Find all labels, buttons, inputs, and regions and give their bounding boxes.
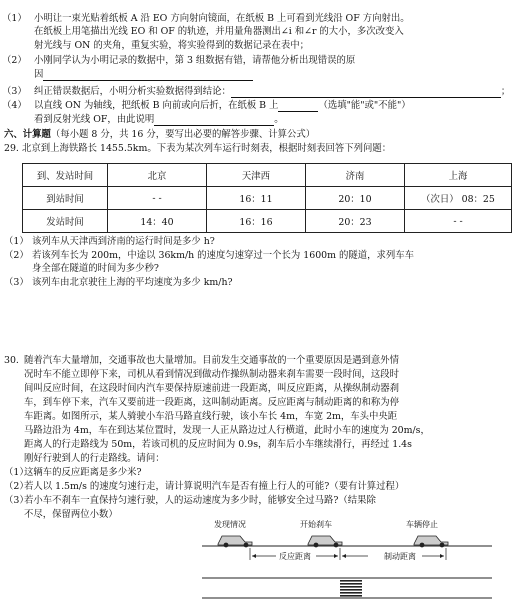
table-cell: 14：40 (108, 210, 207, 233)
q30-sub-num: （1） (4, 467, 29, 478)
q29-sub-text: 若该列车长为 200m，中途以 36km/h 的速度匀速穿过一个长为 1600m 的隧道，求列车车 (32, 250, 415, 261)
table-row (23, 187, 512, 210)
q-exp-line-5 (34, 69, 253, 81)
q29-sub-text: 该列车由北京驶往上海的平均速度为多少 km/h? (32, 277, 233, 288)
table-cell: 20：23 (306, 210, 405, 233)
q30-line: 车，到车停下来，汽车又要前进一段距离，这叫制动距离。反应距离与制动距离的和称为停 (24, 397, 400, 408)
figure-label-stop: 车辆停止 (406, 520, 438, 529)
table-cell: 20：10 (306, 187, 405, 210)
reaction-distance-label: 反应距离 (279, 552, 311, 561)
table-cell: 到站时间 (23, 187, 108, 210)
q30-line: 马路边沿为 4m，车在到达某位置时，发现一人正从路边过人行横道，此时小车的速度为 20m/s， (24, 425, 430, 436)
q-exp-3-text: 纠正错误数据后，小明分析实验数据得到结论： (34, 86, 231, 97)
q30-line: 间叫反应时间，在这段时间内汽车要保持原速前进一段距离，叫反应距离，从操纵制动器刹 (24, 383, 400, 394)
q-exp-line-5-text: 因 (34, 69, 44, 80)
table-cell: 发站时间 (23, 210, 108, 233)
q-exp-4-fill: （选填"能"或"不能"） (318, 100, 411, 111)
q30-line: 车距离。如图所示，某人骑驶小车沿马路直线行驶，该小车长 4m，车宽 2m，车头中央距 (24, 411, 398, 422)
table-cell: 16：11 (207, 187, 306, 210)
braking-distance-label: 制动距离 (384, 552, 416, 561)
q-exp-line-1: 小明让一束光贴着纸板 A 沿 EO 方向射向镜面，在纸板 B 上可看到光线沿 OF 方向射出。 (34, 13, 410, 24)
section-six-heading (4, 129, 315, 141)
q30-sub-num: （2） (4, 481, 29, 492)
q30-sub-text: 这辆车的反应距离是多少米? (24, 467, 142, 478)
q30-line: 况时车不能立即停下来，司机从看到情况到做动作操纵制动器来刹车需要一段时间，这段时 (24, 369, 400, 380)
q30-sub-text: 若人以 1.5m/s 的速度匀速行走，请计算说明汽车是否有撞上行人的可能?（要有计算过程） (24, 481, 405, 492)
q-exp-4-text: 以直线 ON 为轴线，把纸板 B 向前或向后折，在纸板 B 上 (34, 100, 279, 111)
q29-text: 北京到上海铁路长 1455.5km。下表为某次列车运行时刻表，根据时刻表回答下列问题： (22, 143, 392, 154)
crosswalk-figure (200, 572, 500, 602)
q30-line: 距离人的行走路线为 50m，若该司机的反应时间为 0.9s，刹车后小车继续滑行，再经过 1.4s (24, 439, 412, 450)
q30-line: 刚好行驶到人的行走路线。请问： (24, 453, 165, 464)
q29-num: 29. (4, 143, 19, 154)
q-exp-line-6: 纠正错误数据后，小明分析实验数据得到结论： ； (34, 86, 511, 97)
answer-blank[interactable] (43, 70, 253, 81)
q30-num: 30. (4, 355, 19, 366)
q-exp-line-2: 在纸板上用笔描出光线 EO 和 OF 的轨迹，并用量角器测出∠i 和∠r 的大小，多次改变入 (34, 26, 404, 37)
q-exp-line-4: 小刚同学认为小明记录的数据中，第 3 组数据有错，请帮他分析出现错误的原 (34, 55, 356, 66)
section-six-title: 六、计算题 (4, 129, 51, 140)
q-exp-line-8: 看到反射光线 OF，由此说明 。 (34, 114, 284, 125)
q-exp-line-3: 射光线与 ON 的夹角，重复实验，将实验得到的数据记录在表中； (34, 40, 309, 51)
q-exp-num-2: （2） (2, 55, 27, 66)
q-exp-num-4: （4） (2, 100, 27, 111)
table-cell: （次日） 08：25 (405, 187, 512, 210)
table-cell: - - (108, 187, 207, 210)
q-exp-num-3: （3） (2, 86, 27, 97)
q-exp-num-1: （1） (2, 13, 27, 24)
q30-sub-num: （3） (4, 495, 29, 506)
table-header-cell: 北京 (108, 164, 207, 187)
q29-sub-text: 该列车从天津西到济南的运行时间是多少 h? (32, 236, 215, 247)
table-header-cell: 天津西 (207, 164, 306, 187)
q-exp-line-7 (34, 100, 411, 112)
q29-sub-num: （1） (4, 236, 29, 247)
q29-sub-num: （2） (4, 250, 29, 261)
q30-sub-text: 不尽，保留两位小数） (24, 509, 118, 520)
table-header-cell: 济南 (306, 164, 405, 187)
table-header-row (23, 164, 512, 187)
table-cell: 16：16 (207, 210, 306, 233)
q30-line: 随着汽车大量增加，交通事故也大量增加。目前发生交通事故的一个重要原因是遇到意外情 (24, 355, 400, 366)
table-header-cell: 上海 (405, 164, 512, 187)
figure-label-found: 发现情况 (214, 520, 246, 529)
table-cell: - - (405, 210, 512, 233)
answer-blank[interactable] (154, 115, 274, 126)
road-figure (200, 528, 500, 568)
section-six-desc: （每小题 8 分，共 16 分，要写出必要的解答步骤、计算公式） (50, 129, 316, 140)
q29-sub-num: （3） (4, 277, 29, 288)
q30-sub-text: 若小车不刹车一直保持匀速行驶，人的运动速度为多少时，能够安全过马路?（结果除 (24, 495, 376, 506)
table-row (23, 210, 512, 233)
figure-label-brake: 开始刹车 (300, 520, 332, 529)
table-header-cell: 到、发站时间 (23, 164, 108, 187)
q-exp-4b-text: 看到反射光线 OF，由此说明 (34, 114, 155, 125)
answer-blank[interactable] (278, 101, 318, 112)
q29-sub-text: 身全部在隧道的时间为多少秒? (32, 263, 159, 274)
crosswalk-stripes (340, 580, 362, 597)
timetable (22, 163, 512, 233)
answer-blank[interactable] (231, 87, 501, 98)
